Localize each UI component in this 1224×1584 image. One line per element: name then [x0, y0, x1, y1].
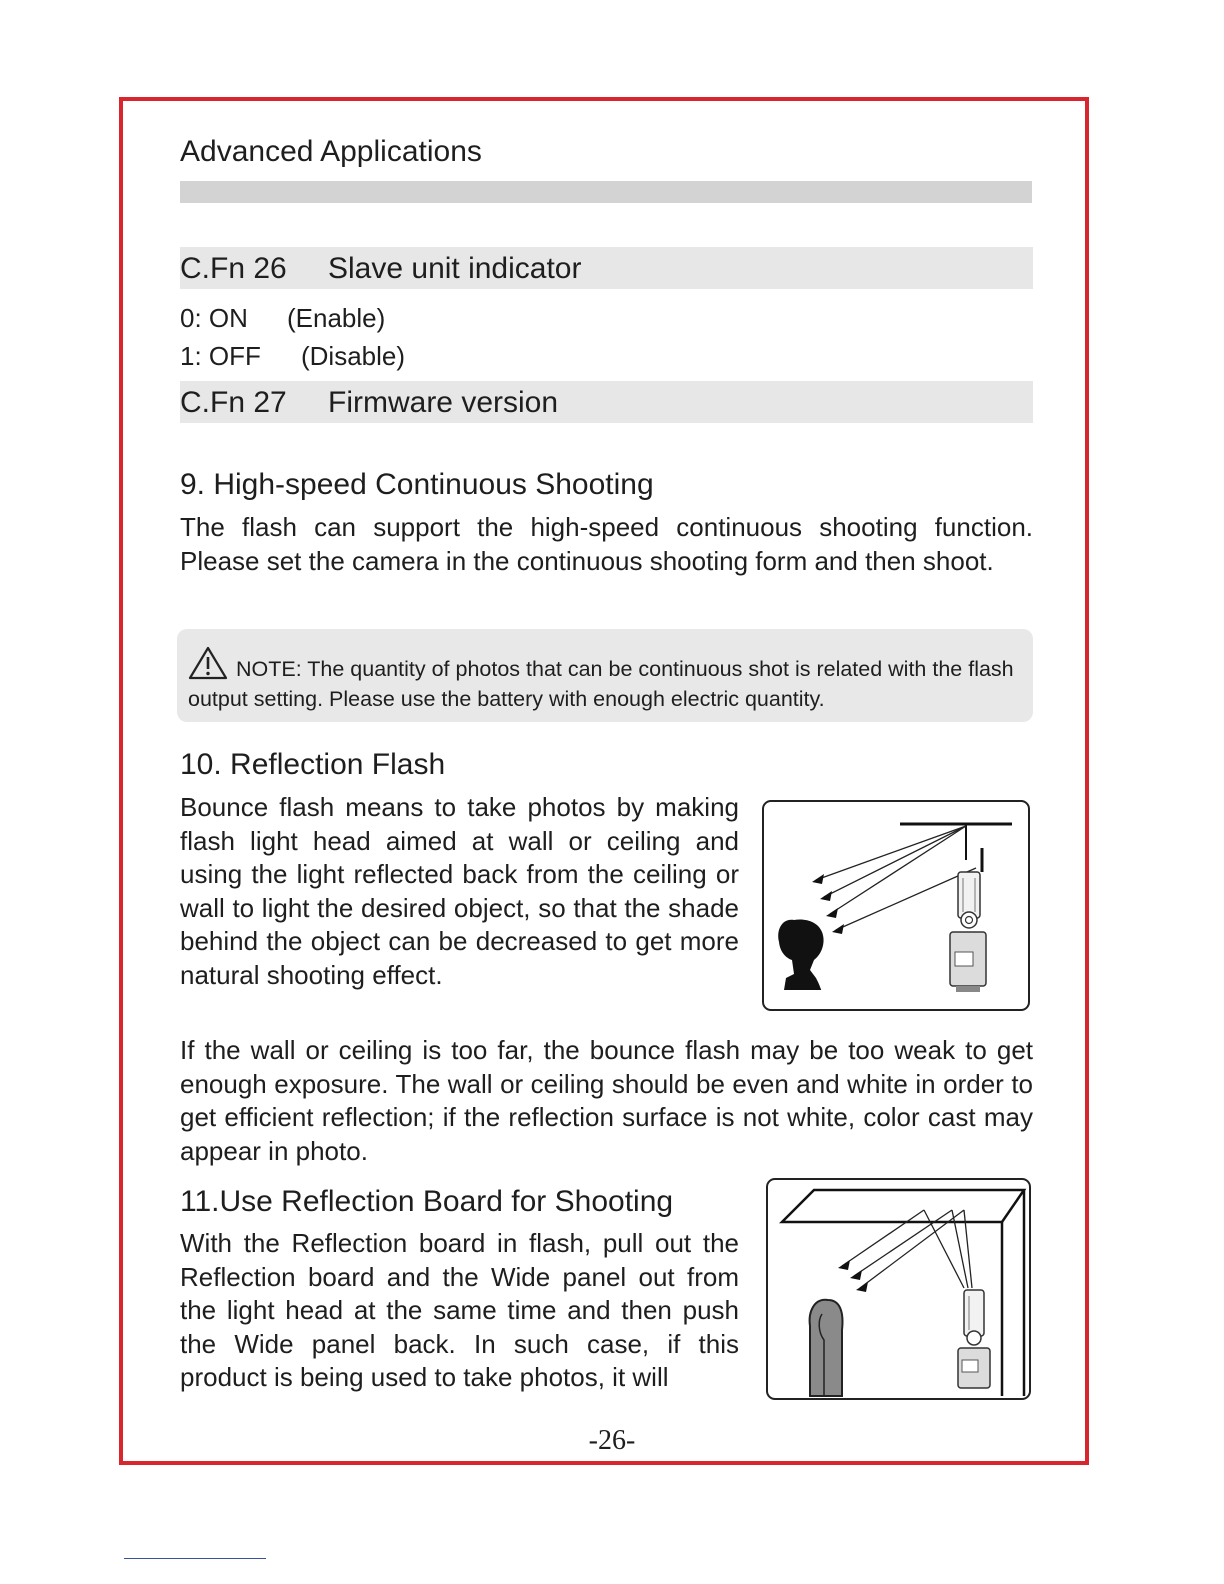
- bounce-flash-illustration: [762, 800, 1030, 1011]
- cfn27-header: [180, 381, 1033, 423]
- option-value: (Enable): [287, 303, 386, 333]
- reflection-board-illustration: [766, 1178, 1031, 1400]
- section10-body-2: If the wall or ceiling is too far, the bounce flash may be too weak to get enough exposure. The wall or ceiling should be even and white in order to get efficient reflection; if the reflection surface is not white, color cast may appear in photo.: [180, 1035, 1033, 1166]
- option-key: 0: ON: [180, 303, 248, 333]
- section9-body: The flash can support the high-speed continuous shooting function. Please set the camera in the continuous shooting form and then shoot.: [180, 512, 1033, 576]
- reflection-board-diagram: [768, 1180, 1029, 1398]
- cfn26-option-1: [180, 341, 405, 372]
- section11-body: With the Reflection board in flash, pull out the Reflection board and the Wide panel out from the light head at the same time and then push the Wide panel back. In such case, if this product is being used to take photos, it will: [180, 1228, 739, 1393]
- cfn26-option-0: [180, 303, 385, 334]
- cfn26-header: [180, 247, 1033, 289]
- option-key: 1: OFF: [180, 341, 261, 371]
- page-title: Advanced Applications: [180, 135, 482, 168]
- section10-title: 10. Reflection Flash: [180, 748, 446, 781]
- note-text: NOTE: The quantity of photos that can be continuous shot is related with the flash output setting. Please use the battery with enough electric quantity.: [188, 657, 1014, 711]
- section9-title: 9. High-speed Continuous Shooting: [180, 468, 654, 501]
- bottom-link-underline: [124, 1558, 266, 1559]
- note-text-block: [188, 646, 1033, 714]
- cfn26-name: Slave unit indicator: [328, 252, 582, 285]
- warning-triangle-icon: [188, 646, 228, 680]
- cfn27-name: Firmware version: [328, 386, 559, 419]
- bounce-flash-diagram: [764, 802, 1028, 1009]
- section11-title: 11.Use Reflection Board for Shooting: [180, 1185, 674, 1218]
- option-value: (Disable): [301, 341, 406, 371]
- section10-body-1: Bounce flash means to take photos by making flash light head aimed at wall or ceiling and using the light reflected back from the ceiling or wall to light the desired object, so that the shade behind the object can be decreased to get more natural shooting effect.: [180, 792, 739, 990]
- page-number: -26-: [588, 1425, 636, 1456]
- title-underline-bar: [180, 181, 1032, 203]
- cfn27-number: C.Fn 27: [180, 386, 287, 419]
- cfn26-number: C.Fn 26: [180, 252, 287, 285]
